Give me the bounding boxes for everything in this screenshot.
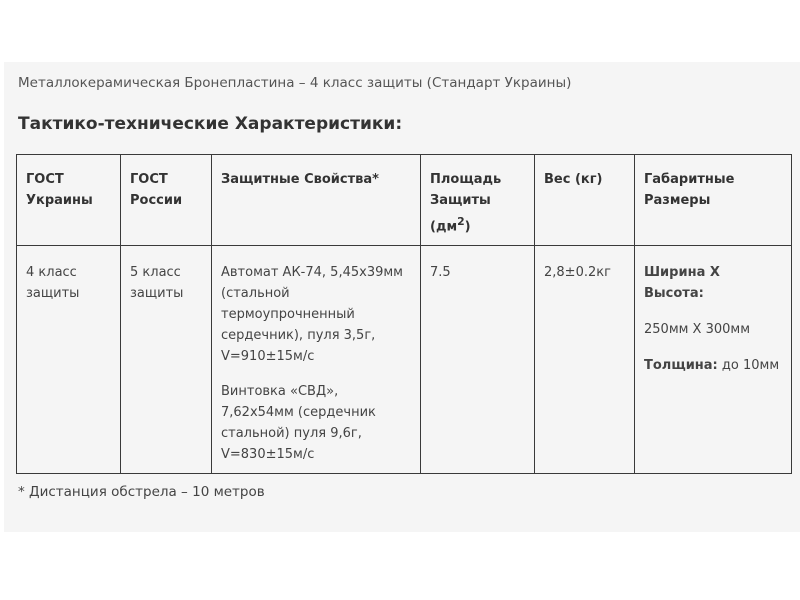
cell-weight: 2,8±0.2кг xyxy=(535,246,635,474)
header-weight: Вес (кг) xyxy=(535,155,635,246)
cell-protective-properties xyxy=(212,246,421,474)
specs-table xyxy=(16,154,792,474)
cell-protection-area: 7.5 xyxy=(421,246,535,474)
property-svd: Винтовка «СВД», 7,62х54мм (сердечник стальной) пуля 9,6г, V=830±15м/с xyxy=(221,384,376,463)
header-protective-properties: Защитные Свойства* xyxy=(212,155,421,246)
content-panel xyxy=(4,62,800,532)
dims-size-value: 250мм Х 300мм xyxy=(644,322,751,338)
header-area-close: ) xyxy=(464,219,471,235)
header-protection-area xyxy=(421,155,535,246)
header-dimensions: Габаритные Размеры xyxy=(635,155,792,246)
dims-thickness-value: до 10мм xyxy=(717,358,780,374)
product-subtitle: Металлокерамическая Бронепластина – 4 класс защиты (Стандарт Украины) xyxy=(18,75,572,91)
dims-size-label: Ширина Х Высота: xyxy=(644,265,720,302)
header-area-superscript: 2 xyxy=(457,215,465,228)
cell-gost-ua: 4 класс защиты xyxy=(17,246,121,474)
property-ak74: Автомат АК-74, 5,45х39мм (стальной термоупрочненный сердечник), пуля 3,5г, V=910±15м/с xyxy=(221,265,403,365)
dims-thickness xyxy=(644,355,782,376)
header-area-text: Площадь Защиты (дм xyxy=(430,172,502,235)
header-gost-ru: ГОСТ России xyxy=(121,155,212,246)
dims-thickness-label: Толщина: xyxy=(644,358,718,374)
footnote: * Дистанция обстрела – 10 метров xyxy=(18,484,265,500)
table-header-row xyxy=(17,155,792,246)
specs-heading: Тактико-технические Характеристики: xyxy=(18,114,403,134)
cell-gost-ru: 5 класс защиты xyxy=(121,246,212,474)
cell-dimensions xyxy=(635,246,792,474)
table-row xyxy=(17,246,792,474)
header-gost-ua: ГОСТ Украины xyxy=(17,155,121,246)
